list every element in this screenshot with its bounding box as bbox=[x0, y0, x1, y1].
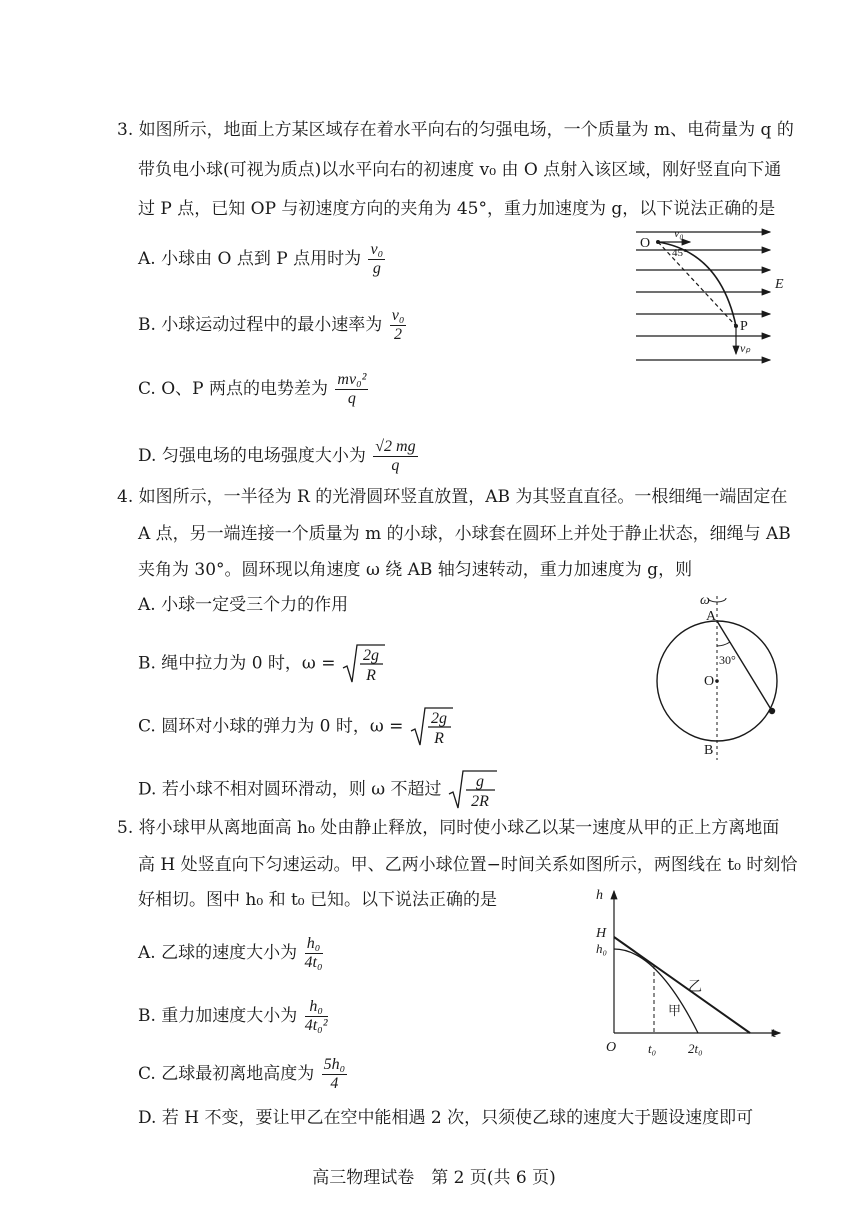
fraction-denominator: 2 bbox=[394, 326, 403, 343]
q3-option-b bbox=[138, 307, 408, 344]
q4-option-b bbox=[138, 642, 385, 686]
fraction-numerator: v₀ bbox=[391, 307, 405, 324]
label-origin: O bbox=[606, 1040, 617, 1055]
fraction-numerator: h₀ bbox=[305, 998, 328, 1017]
fraction-numerator: mv₀² bbox=[337, 371, 367, 388]
q3-option-a-fraction bbox=[368, 241, 385, 278]
page-footer: 高三物理试卷 第 2 页(共 6 页) bbox=[312, 1168, 556, 1188]
q4-ring-diagram bbox=[650, 588, 790, 768]
fraction-denominator: q bbox=[391, 457, 400, 474]
label-p: P bbox=[740, 319, 748, 334]
op-dashed-line bbox=[658, 242, 736, 326]
q3-option-c bbox=[138, 371, 370, 408]
label-omega: ω bbox=[700, 593, 710, 608]
fraction-numerator: h₀ bbox=[305, 935, 323, 954]
q3-stem-line2: 带负电小球(可视为质点)以水平向右的初速度 v₀ 由 O 点射入该区域，刚好竖直向下通 bbox=[138, 160, 782, 180]
q5-option-b bbox=[138, 998, 330, 1035]
fraction-numerator: 2g bbox=[430, 710, 447, 727]
q3-option-b-text: B. 小球运动过程中的最小速率为 bbox=[138, 315, 383, 335]
label-v0: v₀ bbox=[674, 226, 684, 240]
q3-option-d bbox=[138, 438, 420, 475]
curve-jia bbox=[614, 949, 698, 1033]
q4-option-c-text: C. 圆环对小球的弹力为 0 时，ω = bbox=[138, 716, 404, 737]
center-o bbox=[715, 679, 719, 683]
label-h: h bbox=[596, 888, 603, 903]
label-30deg: 30° bbox=[719, 653, 736, 667]
q4-option-b-text: B. 绳中拉力为 0 时，ω = bbox=[138, 653, 336, 674]
fraction-numerator: v₀ bbox=[370, 241, 384, 258]
q4-option-d-sqrt bbox=[447, 768, 497, 812]
fraction-denominator: q bbox=[347, 390, 356, 407]
q3-stem-line1: 3. 如图所示，地面上方某区域存在着水平向右的匀强电场，一个质量为 m、电荷量为 q 的 bbox=[117, 120, 794, 140]
q5-option-c bbox=[138, 1056, 349, 1093]
label-o: O bbox=[640, 236, 651, 251]
q5-stem-line3: 好相切。图中 h₀ 和 t₀ 已知。以下说法正确的是 bbox=[138, 890, 498, 910]
point-p bbox=[734, 324, 738, 328]
label-2t0: 2t₀ bbox=[688, 1041, 703, 1056]
q3-option-a bbox=[138, 241, 387, 278]
q3-option-a-text: A. 小球由 O 点到 P 点用时为 bbox=[138, 249, 362, 269]
q4-stem-line1: 4. 如图所示，一半径为 R 的光滑圆环竖直放置，AB 为其竖直直径。一根细绳一端固定在 bbox=[117, 487, 788, 507]
label-t0: t₀ bbox=[648, 1041, 657, 1056]
q4-option-c bbox=[138, 705, 453, 749]
label-a: A bbox=[706, 609, 717, 624]
q3-option-d-text: D. 匀强电场的电场强度大小为 bbox=[138, 446, 366, 466]
label-e: E bbox=[775, 277, 784, 292]
point-o bbox=[656, 240, 660, 244]
fraction-denominator: 4t₀² bbox=[304, 1017, 328, 1034]
fraction-denominator: R bbox=[433, 730, 444, 747]
q4-option-d bbox=[138, 768, 497, 812]
angle-arc bbox=[717, 642, 730, 646]
fraction-denominator: 2R bbox=[471, 793, 489, 810]
label-45deg: 45° bbox=[672, 247, 688, 259]
q3-option-b-fraction bbox=[390, 307, 407, 344]
label-t: t bbox=[772, 1026, 776, 1041]
q4-option-c-sqrt bbox=[409, 705, 453, 749]
label-jia: 甲 bbox=[668, 1003, 682, 1018]
line-yi bbox=[614, 937, 750, 1033]
q5-option-c-text: C. 乙球最初离地高度为 bbox=[138, 1064, 315, 1084]
q4-option-d-text: D. 若小球不相对圆环滑动，则 ω 不超过 bbox=[138, 779, 442, 800]
q5-option-a-fraction bbox=[305, 935, 323, 972]
fraction-numerator: 5h₀ bbox=[323, 1056, 346, 1073]
q3-option-c-fraction bbox=[335, 371, 368, 408]
q5-stem-line1: 5. 将小球甲从离地面高 h₀ 处由静止释放，同时使小球乙以某一速度从甲的正上方离地面 bbox=[117, 818, 780, 838]
fraction-numerator: 2g bbox=[362, 647, 379, 664]
fraction-denominator: 4t₀ bbox=[304, 954, 323, 971]
q5-option-b-fraction bbox=[305, 998, 328, 1035]
q4-stem-line2: A 点，另一端连接一个质量为 m 的小球，小球套在圆环上并处于静止状态，细绳与 AB bbox=[138, 524, 791, 544]
fraction-numerator: √2 mg bbox=[375, 438, 416, 455]
fraction-denominator: g bbox=[372, 260, 381, 277]
q4-option-b-sqrt bbox=[341, 642, 385, 686]
fraction-numerator: g bbox=[475, 773, 484, 790]
label-o: O bbox=[704, 674, 715, 689]
fraction-denominator: 4 bbox=[330, 1075, 339, 1092]
q3-field-diagram bbox=[630, 222, 790, 372]
q5-option-c-fraction bbox=[322, 1056, 348, 1093]
label-yi: 乙 bbox=[688, 980, 702, 995]
q5-stem-line2: 高 H 处竖直向下匀速运动。甲、乙两小球位置−时间关系如图所示，两图线在 t₀ 时刻恰 bbox=[138, 855, 798, 875]
q3-option-d-fraction bbox=[373, 438, 417, 475]
q5-position-time-graph bbox=[592, 885, 792, 1060]
q5-option-a bbox=[138, 935, 325, 972]
label-b: B bbox=[704, 743, 714, 758]
label-vp: vₚ bbox=[740, 341, 751, 355]
q4-stem-line3: 夹角为 30°。圆环现以角速度 ω 绕 AB 轴匀速转动，重力加速度为 g，则 bbox=[138, 560, 693, 580]
q5-option-b-text: B. 重力加速度大小为 bbox=[138, 1006, 298, 1026]
label-h0: h₀ bbox=[596, 941, 608, 956]
q4-option-a: A. 小球一定受三个力的作用 bbox=[138, 595, 349, 615]
q5-option-a-text: A. 乙球的速度大小为 bbox=[138, 943, 298, 963]
ball bbox=[769, 708, 775, 714]
q5-option-d: D. 若 H 不变，要让甲乙在空中能相遇 2 次，只须使乙球的速度大于题设速度即可 bbox=[138, 1108, 754, 1128]
q3-stem-line3: 过 P 点，已知 OP 与初速度方向的夹角为 45°，重力加速度为 g，以下说法正确的是 bbox=[138, 199, 776, 219]
q3-option-c-text: C. O、P 两点的电势差为 bbox=[138, 379, 328, 399]
fraction-denominator: R bbox=[365, 667, 376, 684]
label-big-h: H bbox=[596, 926, 607, 941]
